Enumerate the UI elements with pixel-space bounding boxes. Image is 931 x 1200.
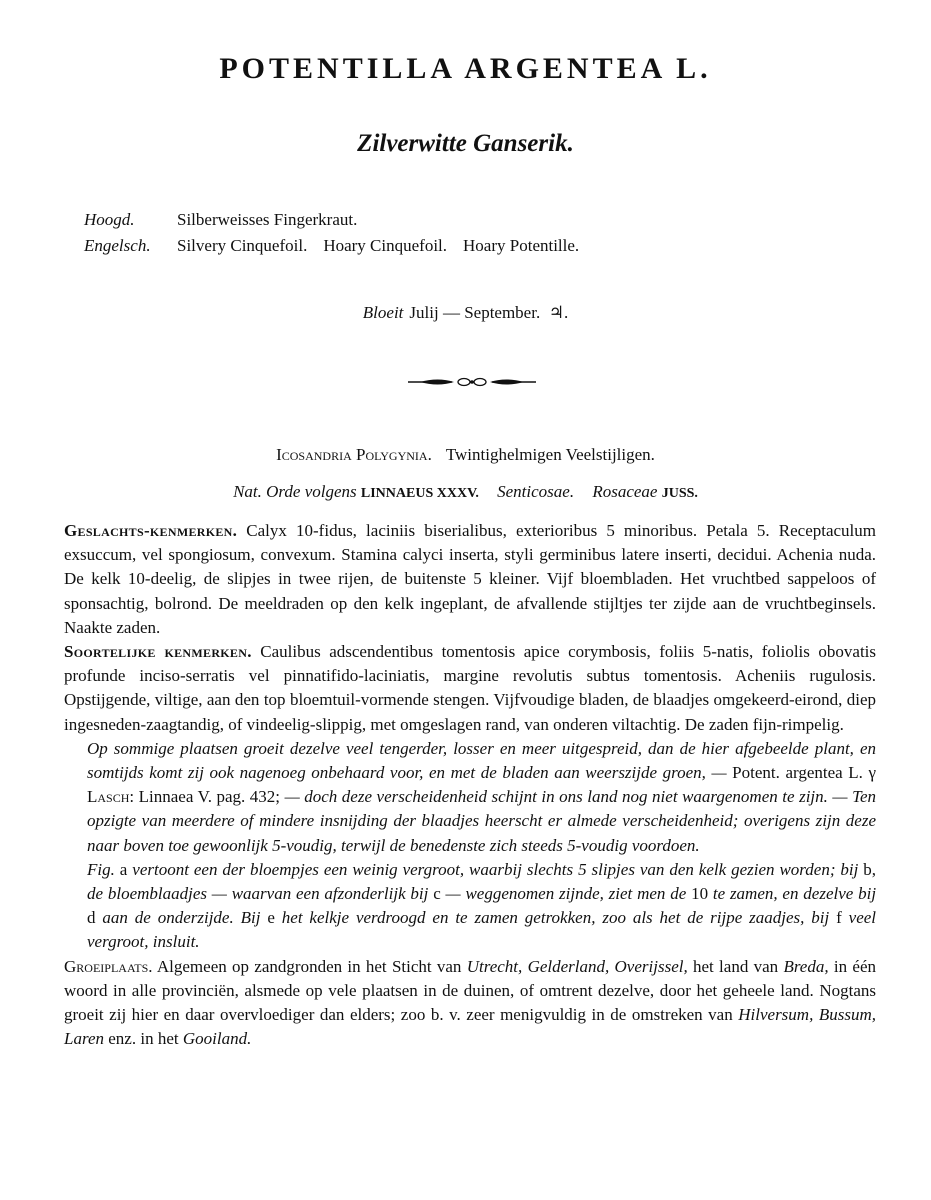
citation-ref: Linnaea V. pag. 432; (138, 787, 281, 807)
place-name: Laren (64, 1029, 104, 1049)
flowering-months: Julij — September. (409, 303, 541, 322)
section-label: Groeiplaats. (64, 956, 153, 976)
common-name: Silberweisses Fingerkraut. (177, 210, 358, 229)
place-name: Utrecht, (466, 956, 523, 976)
section-label: Geslachts-kenmerken. (64, 521, 238, 540)
description-body (64, 519, 876, 1051)
page-title: POTENTILLA ARGENTEA L. (219, 52, 712, 85)
flowering-label: Bloeit (362, 303, 404, 322)
order-prefix: Nat. Orde volgens (233, 482, 357, 501)
order-family: Rosaceae (592, 482, 658, 501)
place-name: Gelderland, (527, 956, 610, 976)
language-label: Engelsch. (84, 236, 151, 255)
common-names (84, 207, 595, 259)
order-group: Senticosae. (497, 482, 575, 501)
place-name: Hilversum, (738, 1005, 814, 1025)
citation: Potent. argentea L. γ (732, 763, 876, 783)
order-author-2: JUSS. (661, 486, 698, 501)
common-name: Hoary Potentille. (463, 236, 580, 255)
class-latin: Icosandria Polygynia. (276, 445, 432, 464)
variety-note: Op sommige plaatsen groeit dezelve veel tengerder, losser en meer uitgespreid, dan de hier afgebeelde plant, en somtijds komt zij ook nagenoeg onbehaard voor, en met de bladen aan weerszijde groen, — Potent. argentea L. γ Lasch: Linnaea V. pag. 432; — doch deze verscheidenheid schijnt in ons land nog niet waargenomen te zijn. — Ten opzigte van meerdere of mindere insnijding der blaadjes heerscht er almede verscheidenheid; overigens zijn deze naar boven toe gewoonlijk 5-voudig, terwijl de benedenste zich steeds 5-voudig voordoen. (87, 738, 877, 855)
species-characters (64, 640, 876, 737)
flowering-period (0, 303, 931, 323)
names-row-german (84, 207, 595, 233)
habitat: Groeiplaats. Algemeen op zandgronden in het Sticht van Utrecht, Gelderland, Overijssel, het land van Breda, in één woord in alle provinciën, alsmede op vele plaatsen in de duinen, of omtrent dezelve, door het geheele land. Nogtans groeit zij hier en daar overvloediger dan elders; zoo b. v. zeer menigvuldig in de omstreken van Hilversum, Bussum, Laren enz. in het Gooiland. (64, 956, 877, 1049)
class-dutch: Twintighelmigen Veelstijligen. (445, 445, 655, 464)
place-name: Breda, (783, 956, 829, 976)
section-text: Caulibus adscendentibus tomentosis apice corymbosis, foliis 5-natis, foliolis obovatis profunde inciso-serratis vel pinnatifido-laciniatis, margine revolutis subtus tomentosis. Acheniis rugulosis. Opstijgende, viltige, aan den top bloemtuil-vormende stengen. Vijfvoudige bladen, de blaadjes omgekeerd-eirond, diep ingesneden-zaagtandig, of vindeelig-slippig, met omgeslagen rand, van onderen viltachtig. De zaden fijn-rimpelig. (64, 642, 877, 734)
section-label: Soortelijke kenmerken. (64, 642, 252, 662)
figure-label: Fig. (87, 859, 115, 879)
order-author: LINNAEUS XXXV. (360, 486, 479, 501)
linnaean-class (0, 445, 931, 465)
figure-explanation: Fig. a vertoont een der bloempjes een weinig vergroot, waarbij slechts 5 slipjes van den kelk gezien worden; bij b, de bloemblaadjes — waarvan een afzonderlijk bij c — weggenomen zijnde, ziet men de 10 te zamen, en dezelve bij d aan de onderzijde. Bij e het kelkje verdroogd en te zamen getrokken, zoo als het de rijpe zaadjes, bij f veel vergroot, insluit. (87, 859, 877, 952)
names-row-english (84, 233, 595, 259)
perennial-symbol: ♃. (548, 303, 569, 322)
common-name: Hoary Cinquefoil. (323, 236, 448, 255)
section-text: Calyx 10-fidus, laciniis biserialibus, exterioribus 5 minoribus. Petala 5. Receptaculum exsuccum, vel spongiosum, convexum. Stamina calyci inserta, styli germinibus latere inserti, decidui. Achenia nuda. De kelk 10-deelig, de slipjes in twee rijen, de buitenste 5 kleiner. Vijf bloembladen. Het vruchtbed sappeloos of sponsachtig, bolrond. De meeldraden op den kelk ingeplant, de afvallende stijltjes ter zijde aan de vruchtbeginsels. Naakte zaden. (64, 521, 876, 637)
place-name: Overijssel, (614, 956, 688, 976)
ornament-divider (408, 376, 536, 388)
citation-author: Lasch: (87, 787, 135, 807)
natural-order (0, 482, 931, 502)
genus-characters (64, 519, 876, 640)
language-label: Hoogd. (84, 210, 135, 229)
common-name: Silvery Cinquefoil. (177, 236, 308, 255)
place-name: Gooiland. (182, 1029, 252, 1049)
place-name: Bussum, (818, 1005, 877, 1025)
dutch-name: Zilverwitte Ganserik. (357, 130, 574, 157)
